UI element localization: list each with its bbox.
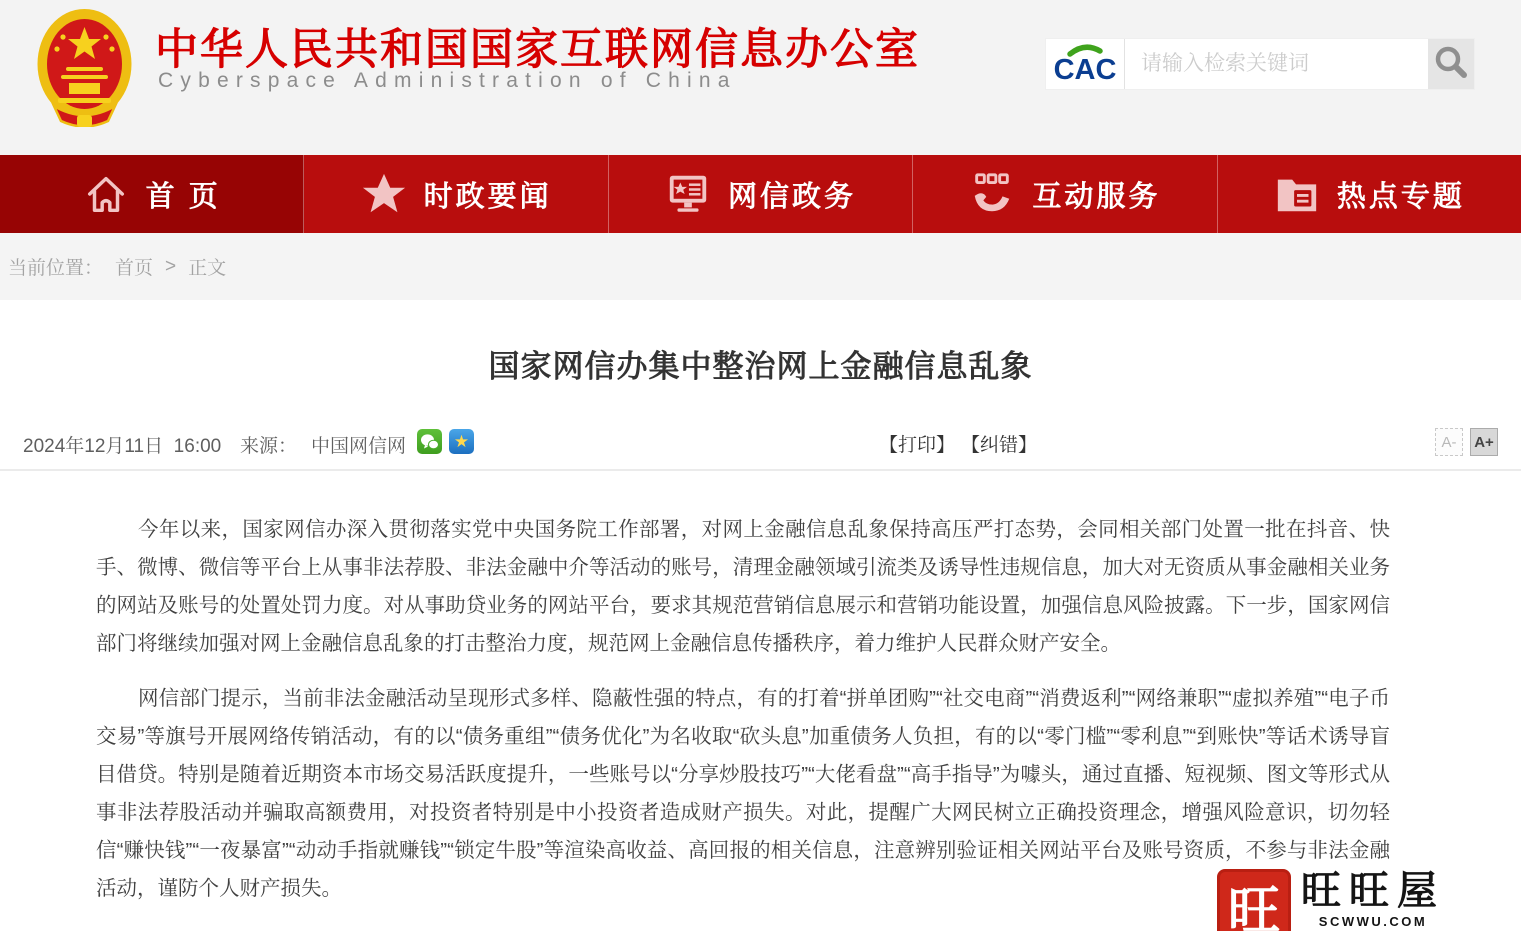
star-icon	[361, 171, 407, 217]
site-header	[0, 0, 1521, 155]
correct-button[interactable]: 【纠错】	[961, 435, 1038, 456]
breadcrumb-label: 当前位置：	[8, 258, 104, 279]
home-icon	[83, 171, 129, 217]
article-paragraph: 今年以来，国家网信办深入贯彻落实党中央国务院工作部署，对网上金融信息乱象保持高压严打态势，会同相关部门处置一批在抖音、快手、微博、微信等平台上从事非法荐股、非法金融中介等活动的账号，清理金融领域引流类及诱导性违规信息，加大对无资质从事金融相关业务的网站及账号的处置处罚力度。对从事助贷业务的网站平台，要求其规范营销信息展示和营销功能设置，加强信息风险披露。下一步，国家网信部门将继续加强对网上金融信息乱象的打击整治力度，规范网上金融信息传播秩序，着力维护人民群众财产安全。	[96, 518, 1390, 655]
article-actions	[879, 430, 1037, 457]
print-button[interactable]: 【打印】	[879, 435, 956, 456]
site-subtitle-english: Cyberspace Administration of China	[158, 69, 737, 92]
share-icons	[417, 429, 474, 454]
nav-item-label: 首 页	[145, 180, 221, 213]
article-meta	[0, 428, 1521, 458]
site-title: 中华人民共和国国家互联网信息办公室	[155, 26, 920, 74]
watermark-name: 旺旺屋	[1301, 867, 1445, 914]
national-emblem-logo	[36, 7, 133, 132]
source-value: 中国网信网	[311, 436, 407, 457]
search-input[interactable]	[1125, 39, 1428, 89]
article-paragraph: 网信部门提示，当前非法金融活动呈现形式多样、隐蔽性强的特点，有的打着“拼单团购”“社交电商”“消费返利”“网络兼职”“虚拟养殖”“电子币交易”等旗号开展网络传销活动，有的以“债务重组”“债务优化”为名收取“砍头息”加重债务人负担，有的以“零门槛”“零利息”“到账快”等话术诱导盲目借贷。特别是随着近期资本市场交易活跃度提升，一些账号以“分享炒股技巧”“大佬看盘”“高手指导”为噱头，通过直播、短视频、图文等形式从事非法荐股活动并骗取高额费用，对投资者特别是中小投资者造成财产损失。对此，提醒广大网民树立正确投资理念，增强风险意识，切勿轻信“赚快钱”“一夜暴富”“动动手指就赚钱”“锁定牛股”等渲染高收益、高回报的相关信息，注意辨别验证相关网站平台及账号资质，不参与非法金融活动，谨防个人财产损失。	[96, 687, 1390, 900]
font-size-controls	[1435, 428, 1498, 456]
nav-item-egov[interactable]	[609, 155, 913, 233]
page-title: 国家网信办集中整治网上金融信息乱象	[488, 349, 1033, 384]
qzone-share-icon[interactable]: ★	[449, 429, 474, 454]
nav-item-home[interactable]	[0, 155, 304, 233]
wechat-share-icon[interactable]	[417, 429, 442, 454]
nav-item-label: 热点专题	[1336, 180, 1465, 213]
nav-item-label: 时政要闻	[423, 180, 552, 213]
interaction-icon	[969, 171, 1015, 217]
nav-item-services[interactable]	[913, 155, 1217, 233]
breadcrumb-separator: >	[165, 255, 177, 277]
meta-divider	[0, 469, 1521, 471]
nav-item-label: 互动服务	[1032, 180, 1161, 213]
search-bar	[1045, 38, 1475, 90]
watermark-seal: 旺	[1217, 869, 1291, 931]
monitor-icon	[665, 171, 711, 217]
nav-item-topics[interactable]	[1218, 155, 1521, 233]
article-date: 2024年12月11日 16:00	[23, 436, 222, 457]
main-nav	[0, 155, 1521, 233]
source-label: 来源：	[240, 436, 298, 457]
breadcrumb	[0, 233, 1521, 300]
cac-logo-text: CAC	[1053, 54, 1117, 85]
cac-logo	[1046, 39, 1125, 89]
font-increase-button[interactable]: A+	[1470, 428, 1498, 456]
search-icon	[1433, 45, 1469, 84]
article-source	[240, 431, 406, 458]
font-decrease-button[interactable]: A-	[1435, 428, 1463, 456]
watermark-text	[1301, 869, 1445, 929]
article-body	[96, 511, 1390, 908]
folder-icon	[1274, 171, 1320, 217]
nav-item-label: 网信政务	[728, 180, 857, 213]
nav-item-news[interactable]	[304, 155, 608, 233]
search-button[interactable]	[1428, 39, 1474, 89]
watermark	[1217, 869, 1445, 931]
breadcrumb-current: 正文	[188, 258, 227, 279]
article-content	[0, 300, 1521, 931]
watermark-site: SCWWU.COM	[1318, 914, 1428, 929]
breadcrumb-home-link[interactable]: 首页	[115, 258, 154, 279]
